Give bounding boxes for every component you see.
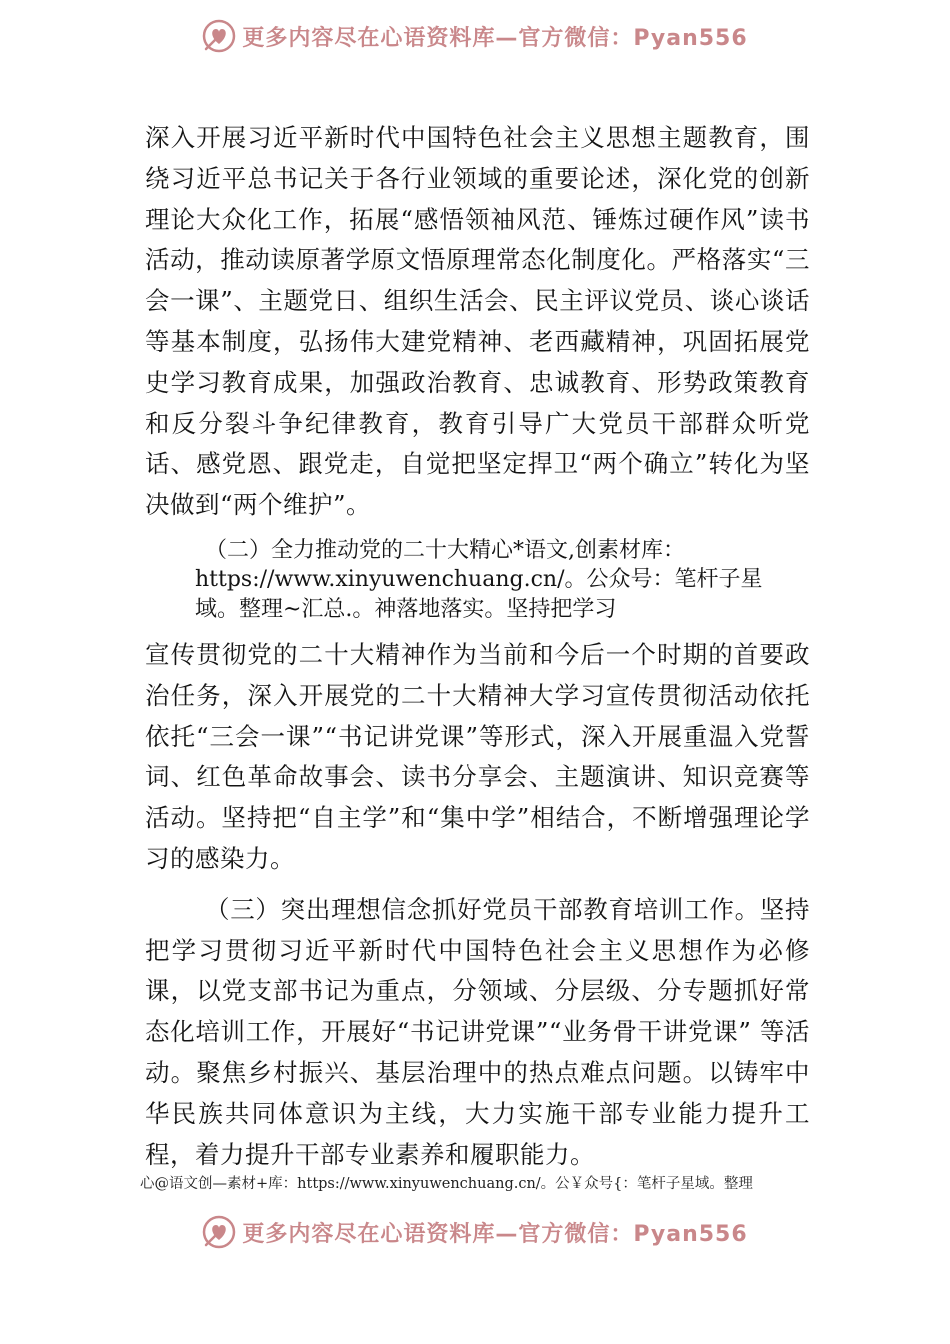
section-2-heading-line-3: 域。整理~汇总.。神落地落实。坚持把学习 — [195, 596, 617, 622]
footer-banner — [0, 1210, 950, 1254]
header-banner — [0, 14, 950, 58]
footer-watermark-note: 心@语文创—素材+库：https://www.xinyuwenchuang.cn/。公￥众号{：笔杆子星域。整理 — [140, 1176, 753, 1192]
heart-pen-logo-icon — [202, 1215, 236, 1249]
section-2-heading-line-2: https://www.xinyuwenchuang.cn/。公众号：笔杆子星 — [195, 566, 763, 592]
banner-text: 更多内容尽在心语资料库—官方微信：Pyan556 — [242, 25, 748, 51]
paragraph-2: 宣传贯彻党的二十大精神作为当前和今后一个时期的首要政治任务，深入开展党的二十大精神大学习宣传贯彻活动依托依托“三会一课”“书记讲党课”等形式，深入开展重温入党誓词、红色革命故事会、读书分享会、主题演讲、知识竞赛等活动。坚持把“自主学”和“集中学”相结合，不断增强理论学习的感染力。 — [145, 639, 810, 873]
heart-pen-logo-icon — [202, 19, 236, 53]
document-body — [145, 118, 810, 1175]
paragraph-1: 深入开展习近平新时代中国特色社会主义思想主题教育，围绕习近平总书记关于各行业领域的重要论述，深化党的创新理论大众化工作，拓展“感悟领袖风范、锤炼过硬作风”读书活动，推动读原著学原文悟原理常态化制度化。严格落实“三会一课”、主题党日、组织生活会、民主评议党员、谈心谈话等基本制度，弘扬伟大建党精神、老西藏精神，巩固拓展党史学习教育成果，加强政治教育、忠诚教育、形势政策教育和反分裂斗争纪律教育，教育引导广大党员干部群众听党话、感党恩、跟党走，自觉把坚定捍卫“两个确立”转化为坚决做到“两个维护”。 — [145, 123, 810, 520]
section-2-heading-line-1: （二）全力推动党的二十大精心*语文,创素材库： — [205, 537, 685, 563]
paragraph-3: （三）突出理想信念抓好党员干部教育培训工作。坚持把学习贯彻习近平新时代中国特色社会主义思想作为必修课，以党支部书记为重点，分领域、分层级、分专题抓好常态化培训工作，开展好“书记讲党课”“业务骨干讲党课” 等活动。聚焦乡村振兴、基层治理中的热点难点问题。以铸牢中华民族共同体意识为主线，大力实施干部专业能力提升工程，着力提升干部专业素养和履职能力。 — [145, 894, 810, 1169]
banner-text: 更多内容尽在心语资料库—官方微信：Pyan556 — [242, 1221, 748, 1247]
